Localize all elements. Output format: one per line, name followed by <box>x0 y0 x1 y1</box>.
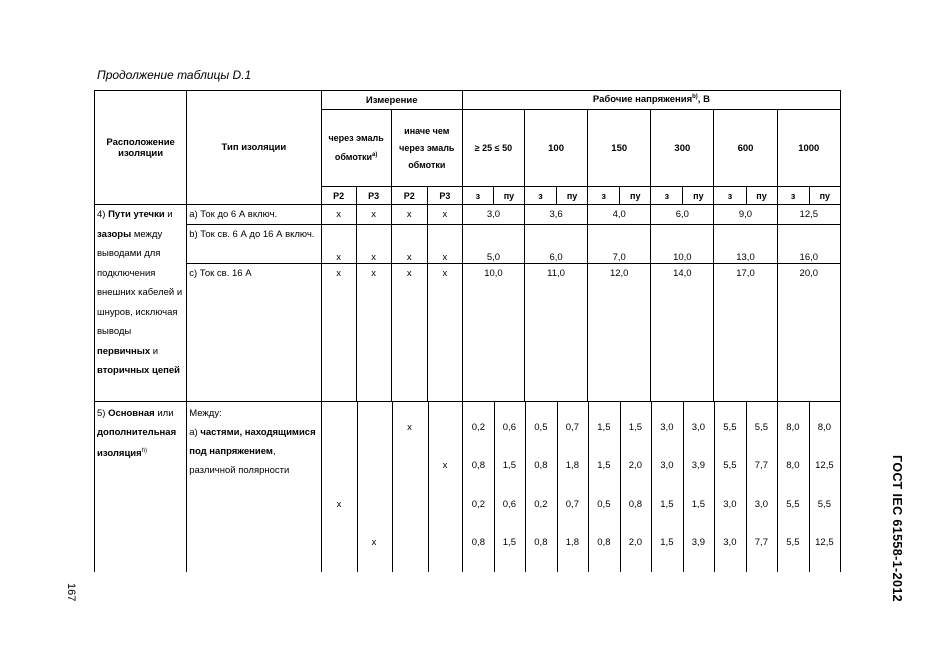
table-row <box>95 225 841 264</box>
header-voltage-1000: 1000 <box>777 110 840 187</box>
page-number: 167 <box>65 583 77 602</box>
value-cell: 0,8 <box>534 460 548 471</box>
header-pu: пу <box>557 187 588 205</box>
section4-type-b: b) Ток св. 6 А до 16 А включ. <box>187 225 321 264</box>
header-z: з <box>777 187 809 205</box>
mark-cell: x <box>442 460 448 471</box>
value-cell: 0,7 <box>565 422 579 433</box>
value-cell: 11,0 <box>525 264 588 402</box>
mark-cell: x <box>391 205 427 225</box>
value-cell: 10,0 <box>462 264 524 402</box>
value-cell: 13,0 <box>714 225 777 264</box>
value-cell: 3,0 <box>691 422 705 433</box>
value-cell: 17,0 <box>714 264 777 402</box>
value-cell: 12,5 <box>815 537 834 548</box>
mark-cell: x <box>427 264 462 402</box>
value-cell: 9,0 <box>714 205 777 225</box>
value-cell: 6,0 <box>525 225 588 264</box>
section4-type-c: c) Ток св. 16 А <box>187 264 321 402</box>
value-cell: 1,5 <box>628 422 642 433</box>
value-cell: 14,0 <box>651 264 714 402</box>
value-cell: 3,0 <box>723 537 737 548</box>
table-row <box>95 264 841 402</box>
value-cell: 12,5 <box>777 205 840 225</box>
value-cell: 1,5 <box>691 499 705 510</box>
value-cell: 1,8 <box>565 537 579 548</box>
section4-type-a: a) Ток до 6 А включ. <box>187 205 321 225</box>
header-z: з <box>525 187 557 205</box>
table-row <box>95 205 841 225</box>
value-cell: 8,0 <box>786 460 800 471</box>
value-cell: 3,9 <box>691 460 705 471</box>
value-cell: 0,8 <box>471 460 485 471</box>
value-cell: 8,0 <box>817 422 831 433</box>
table-caption: Продолжение таблицы D.1 <box>97 68 252 82</box>
section4-location: 4) Пути утечки и зазоры между выводами для подключения внешних кабелей и шнуров, исключая выводы первичных и вторичных цепей <box>95 205 187 402</box>
header-pu: пу <box>746 187 777 205</box>
header-z: з <box>588 187 620 205</box>
mark-cell: x <box>356 225 391 264</box>
table-row <box>95 402 841 573</box>
standard-code: ГОСТ IEC 61558-1-2012 <box>890 455 904 603</box>
header-p2: P2 <box>321 187 356 205</box>
creepage-table <box>94 90 841 572</box>
column-divider <box>428 402 429 572</box>
mark-cell: x <box>371 537 377 548</box>
mark-cell: x <box>391 264 427 402</box>
header-pu: пу <box>809 187 840 205</box>
value-cell: 1,5 <box>660 537 674 548</box>
value-cell: 5,5 <box>786 537 800 548</box>
value-cell: 0,6 <box>502 499 516 510</box>
header-location: Расположение изоляции <box>95 91 187 205</box>
section5-marks <box>321 402 462 573</box>
value-cell: 5,5 <box>754 422 768 433</box>
header-voltage-150: 150 <box>588 110 651 187</box>
header-pu: пу <box>683 187 714 205</box>
mark-cell: x <box>321 264 356 402</box>
value-cell: 1,5 <box>597 460 611 471</box>
value-cell: 7,7 <box>754 537 768 548</box>
mark-cell: x <box>356 205 391 225</box>
value-cell: 0,7 <box>565 499 579 510</box>
mark-cell: x <box>336 499 342 510</box>
value-cell: 7,0 <box>588 225 651 264</box>
value-cell: 7,7 <box>754 460 768 471</box>
header-z: з <box>462 187 493 205</box>
value-cell: 1,8 <box>565 460 579 471</box>
header-p2: P2 <box>391 187 427 205</box>
header-z: з <box>714 187 746 205</box>
value-cell: 5,5 <box>817 499 831 510</box>
value-cell: 2,0 <box>628 460 642 471</box>
value-cell: 0,8 <box>597 537 611 548</box>
value-cell: 12,0 <box>588 264 651 402</box>
value-cell: 3,9 <box>691 537 705 548</box>
header-pu: пу <box>620 187 651 205</box>
value-cell: 0,6 <box>502 422 516 433</box>
mark-cell: x <box>391 225 427 264</box>
value-cell: 2,0 <box>628 537 642 548</box>
header-working-voltage: Рабочие напряжения$^{b)}$, В <box>462 91 840 110</box>
header-voltage-100: 100 <box>525 110 588 187</box>
value-cell: 0,8 <box>628 499 642 510</box>
value-cell: 1,5 <box>502 460 516 471</box>
value-cell: 8,0 <box>786 422 800 433</box>
value-cell: 0,5 <box>534 422 548 433</box>
value-cell: 6,0 <box>651 205 714 225</box>
section5-type: Между: a) частями, находящимися под напряжением, различной полярности <box>187 402 321 573</box>
value-cell: 3,0 <box>754 499 768 510</box>
mark-cell: x <box>407 422 412 433</box>
value-cell: 12,5 <box>815 460 834 471</box>
value-cell: 0,8 <box>471 537 485 548</box>
value-cell: 1,5 <box>660 499 674 510</box>
header-type: Тип изоляции <box>187 91 321 205</box>
value-cell: 1,5 <box>597 422 611 433</box>
value-cell: 5,0 <box>462 225 524 264</box>
value-cell: 20,0 <box>777 264 840 402</box>
header-p3: P3 <box>356 187 391 205</box>
value-cell: 3,0 <box>660 422 674 433</box>
value-cell: 3,0 <box>660 460 674 471</box>
value-cell: 0,2 <box>471 499 485 510</box>
value-cell: 16,0 <box>777 225 840 264</box>
mark-cell: x <box>427 205 462 225</box>
section5-values <box>462 402 840 573</box>
value-cell: 3,6 <box>525 205 588 225</box>
header-voltage-300: 300 <box>651 110 714 187</box>
header-voltage-25-50: ≥ 25 ≤ 50 <box>462 110 524 187</box>
section5-location: 5) Основная или дополнительная изоляция$^{h)}$ <box>95 402 187 573</box>
value-cell: 10,0 <box>651 225 714 264</box>
mark-cell: x <box>321 225 356 264</box>
header-voltage-600: 600 <box>714 110 777 187</box>
value-cell: 1,5 <box>502 537 516 548</box>
header-measurement: Измерение <box>321 91 462 110</box>
value-cell: 0,8 <box>534 537 548 548</box>
value-cell: 0,2 <box>534 499 548 510</box>
mark-cell: x <box>321 205 356 225</box>
value-cell: 3,0 <box>723 499 737 510</box>
header-pu: пу <box>493 187 524 205</box>
value-cell: 5,5 <box>786 499 800 510</box>
header-through-enamel: через эмаль обмотки$^{a)}$ <box>321 110 391 187</box>
value-cell: 0,2 <box>471 422 485 433</box>
value-cell: 5,5 <box>723 422 737 433</box>
value-cell: 4,0 <box>588 205 651 225</box>
header-other-than-enamel: иначе чем через эмаль обмотки <box>391 110 462 187</box>
value-cell: 5,5 <box>723 460 737 471</box>
mark-cell: x <box>427 225 462 264</box>
value-cell: 0,5 <box>597 499 611 510</box>
header-z: з <box>651 187 683 205</box>
mark-cell: x <box>356 264 391 402</box>
header-p3: P3 <box>427 187 462 205</box>
value-cell: 3,0 <box>462 205 524 225</box>
